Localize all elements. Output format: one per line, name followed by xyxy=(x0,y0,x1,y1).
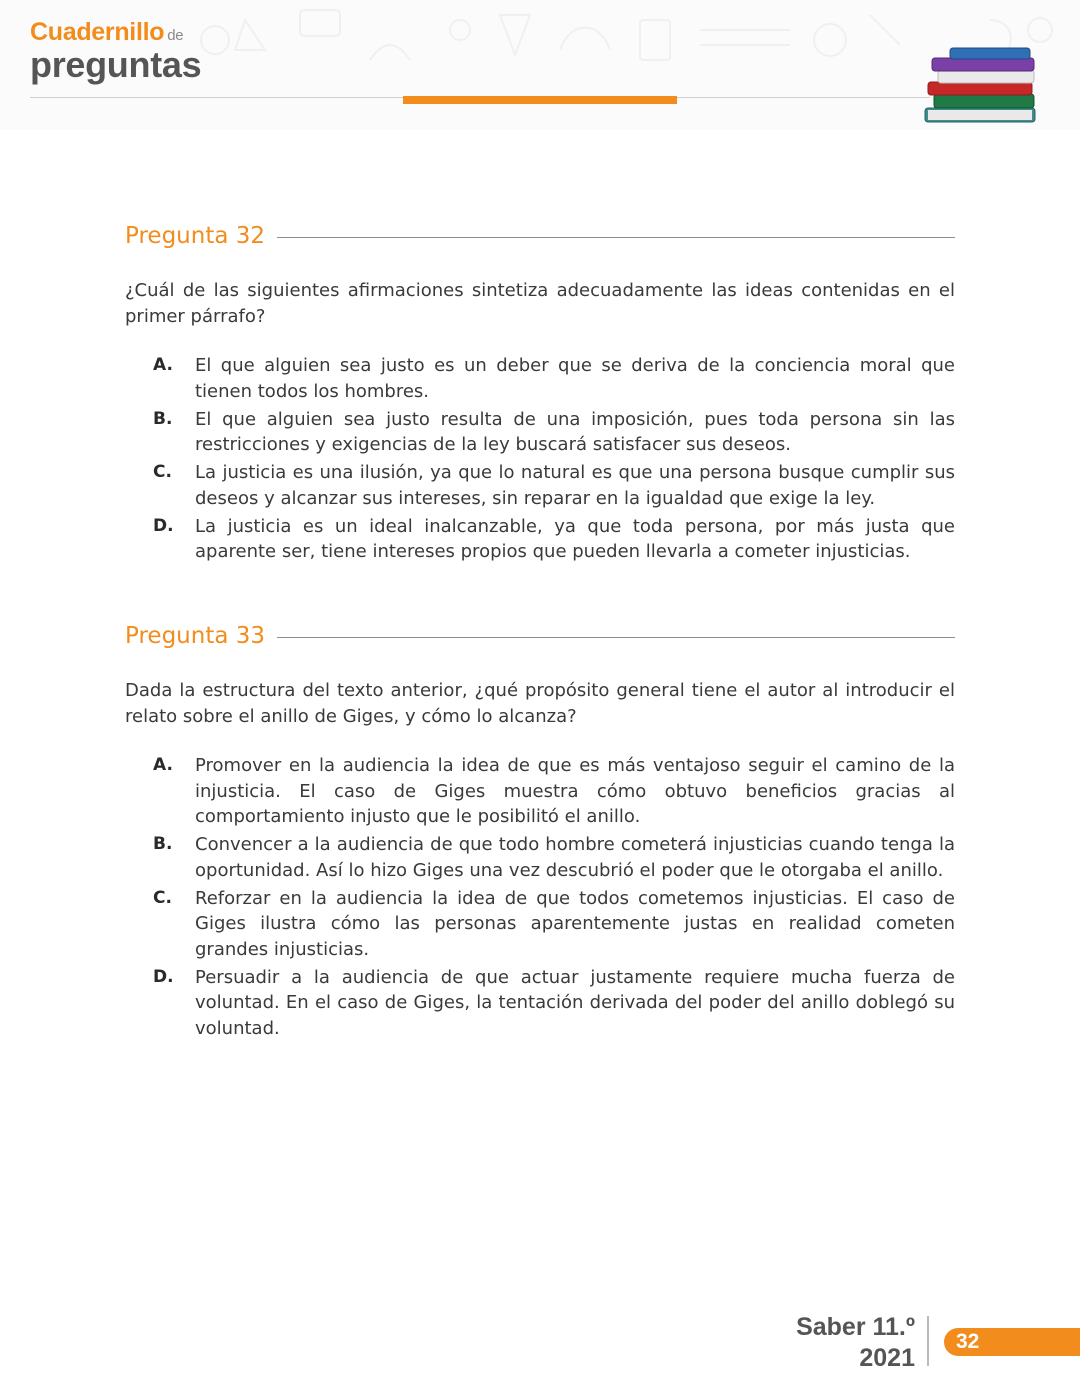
question-33-options xyxy=(153,753,955,1044)
option-b[interactable] xyxy=(153,832,955,883)
option-letter: C. xyxy=(153,887,172,908)
question-title: Pregunta 32 xyxy=(125,223,266,249)
stacked-books-illustration xyxy=(920,40,1045,130)
option-letter: B. xyxy=(153,834,173,854)
question-33-stem: Dada la estructura del texto anterior, ¿qué propósito general tiene el autor al introducir el relato sobre el anillo de Giges, y cómo lo alcanza? xyxy=(125,680,955,727)
brand-title-de: de xyxy=(167,27,184,44)
page-number: 32 xyxy=(956,1330,980,1353)
option-text: Promover en la audiencia la idea de que es más ventajoso seguir el camino de la injusticia. El caso de Giges muestra cómo obtuvo beneficios gracias al comportamiento injusto que le posibilitó el anillo. xyxy=(195,755,955,827)
option-letter: D. xyxy=(153,966,174,987)
option-text: El que alguien sea justo es un deber que se deriva de la conciencia moral que tienen todos los hombres. xyxy=(195,355,955,402)
option-letter: A. xyxy=(153,755,173,775)
question-title-rule xyxy=(277,237,955,238)
footer-year: 2021 xyxy=(859,1344,915,1372)
option-text: El que alguien sea justo resulta de una imposición, pues toda persona sin las restricciones y exigencias de la ley buscará satisfacer sus deseos. xyxy=(195,408,955,455)
option-a[interactable] xyxy=(153,753,955,830)
page-number-tab xyxy=(944,1328,1080,1356)
option-c[interactable] xyxy=(153,886,955,963)
option-d[interactable] xyxy=(153,965,955,1042)
option-b[interactable] xyxy=(153,407,955,458)
option-letter: A. xyxy=(153,355,173,375)
option-d[interactable] xyxy=(153,514,955,565)
footer-saber-text: Saber 11.º xyxy=(796,1313,915,1341)
footer-exam-label xyxy=(790,1312,915,1374)
question-33-heading xyxy=(125,623,955,653)
question-title-rule xyxy=(277,637,955,638)
question-32-options xyxy=(153,353,955,567)
question-32-stem: ¿Cuál de las siguientes afirmaciones sintetiza adecuadamente las ideas contenidas en el primer párrafo? xyxy=(125,280,955,327)
question-32-heading xyxy=(125,223,955,253)
question-title: Pregunta 33 xyxy=(125,623,266,649)
brand-title-top xyxy=(30,18,183,47)
option-letter: B. xyxy=(153,408,173,429)
footer-divider xyxy=(927,1316,929,1366)
brand-title-text: Cuadernillo xyxy=(30,18,165,46)
option-letter: C. xyxy=(153,462,172,482)
option-c[interactable] xyxy=(153,460,955,511)
option-text: La justicia es una ilusión, ya que lo natural es que una persona busque cumplir sus deseos y alcanzar sus intereses, sin reparar en la igualdad que exige la ley. xyxy=(195,462,955,509)
page-header xyxy=(0,0,1080,130)
brand-title-bottom: preguntas xyxy=(30,44,202,85)
option-text: Reforzar en la audiencia la idea de que todos cometemos injusticias. El caso de Giges ilustra cómo las personas aparentemente justas en realidad cometen grandes injusticias. xyxy=(195,887,955,960)
option-text: Convencer a la audiencia de que todo hombre cometerá injusticias cuando tenga la oportunidad. Así lo hizo Giges una vez descubrió el poder que le otorgaba el anillo. xyxy=(195,834,955,881)
option-text: La justicia es un ideal inalcanzable, ya que toda persona, por más justa que aparente ser, tiene intereses propios que pueden llevarla a cometer injusticias. xyxy=(195,515,955,562)
option-text: Persuadir a la audiencia de que actuar justamente requiere mucha fuerza de voluntad. En el caso de Giges, la tentación derivada del poder del anillo doblegó su voluntad. xyxy=(195,966,955,1039)
header-accent-bar xyxy=(403,96,677,104)
option-letter: D. xyxy=(153,515,174,536)
option-a[interactable] xyxy=(153,353,955,404)
